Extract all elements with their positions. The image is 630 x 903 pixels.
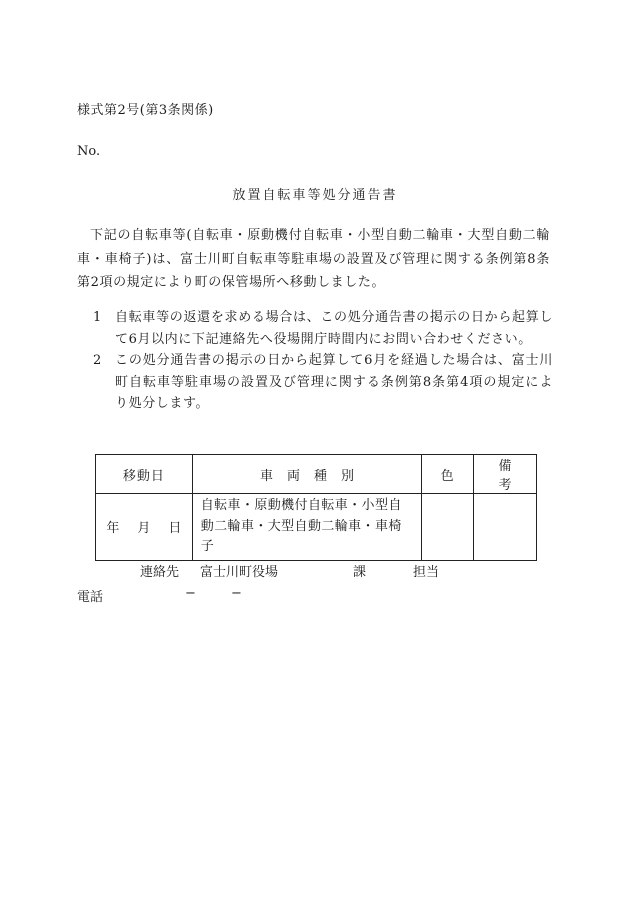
cell-move-date bbox=[96, 494, 193, 561]
note-text: この処分通告書の掲示の日から起算して6月を経過した場合は、富士川町自転車等駐車場の設置及び管理に関する条例第8条第4項の規定により処分します。 bbox=[115, 353, 553, 411]
document-number: No. bbox=[77, 144, 101, 159]
phone-label: 電話 bbox=[77, 590, 104, 605]
date-year-label: 年 bbox=[106, 521, 120, 537]
contact-label: 連絡先 bbox=[140, 565, 180, 580]
header-remarks: 備考 bbox=[474, 455, 537, 494]
header-vehicle-type: 車両種別 bbox=[192, 455, 421, 494]
cell-color bbox=[422, 494, 474, 561]
note-text: 自転車等の返還を求める場合は、この処分通告書の掲示の日から起算して6月以内に下記連絡先へ役場開庁時間内にお問い合わせください。 bbox=[115, 310, 553, 347]
phone-dash-2: − bbox=[231, 586, 242, 601]
cell-vehicle-type: 自転車・原動機付自転車・小型自動二輪車・大型自動二輪車・車椅子 bbox=[192, 494, 421, 561]
intro-paragraph: 下記の自転車等(自転車・原動機付自転車・小型自動二輪車・大型自動二輪車・車椅子)は、富士川町自転車等駐車場の設置及び管理に関する条例第8条第2項の規定により町の保管場所へ移動しました。 bbox=[77, 228, 550, 290]
header-color: 色 bbox=[422, 455, 474, 494]
phone-line bbox=[77, 586, 277, 606]
date-month-label: 月 bbox=[137, 521, 151, 537]
vehicle-table bbox=[95, 454, 537, 561]
note-item-2 bbox=[93, 350, 553, 415]
form-number: 様式第2号(第3条関係) bbox=[77, 103, 214, 118]
note-item-1 bbox=[93, 307, 553, 350]
header-move-date: 移動日 bbox=[96, 455, 193, 494]
note-number: 2 bbox=[93, 353, 102, 368]
notes-list bbox=[93, 307, 553, 415]
table-row bbox=[96, 494, 537, 561]
phone-dash-1: − bbox=[185, 586, 196, 601]
document-title: 放置自転車等処分通告書 bbox=[232, 188, 398, 203]
note-number: 1 bbox=[93, 310, 102, 325]
table-header-row bbox=[96, 455, 537, 494]
cell-remarks bbox=[474, 494, 537, 561]
contact-person: 担当 bbox=[413, 565, 440, 580]
contact-section: 課 bbox=[353, 565, 367, 580]
date-day-label: 日 bbox=[168, 521, 182, 537]
contact-office: 富士川町役場 bbox=[200, 565, 279, 580]
